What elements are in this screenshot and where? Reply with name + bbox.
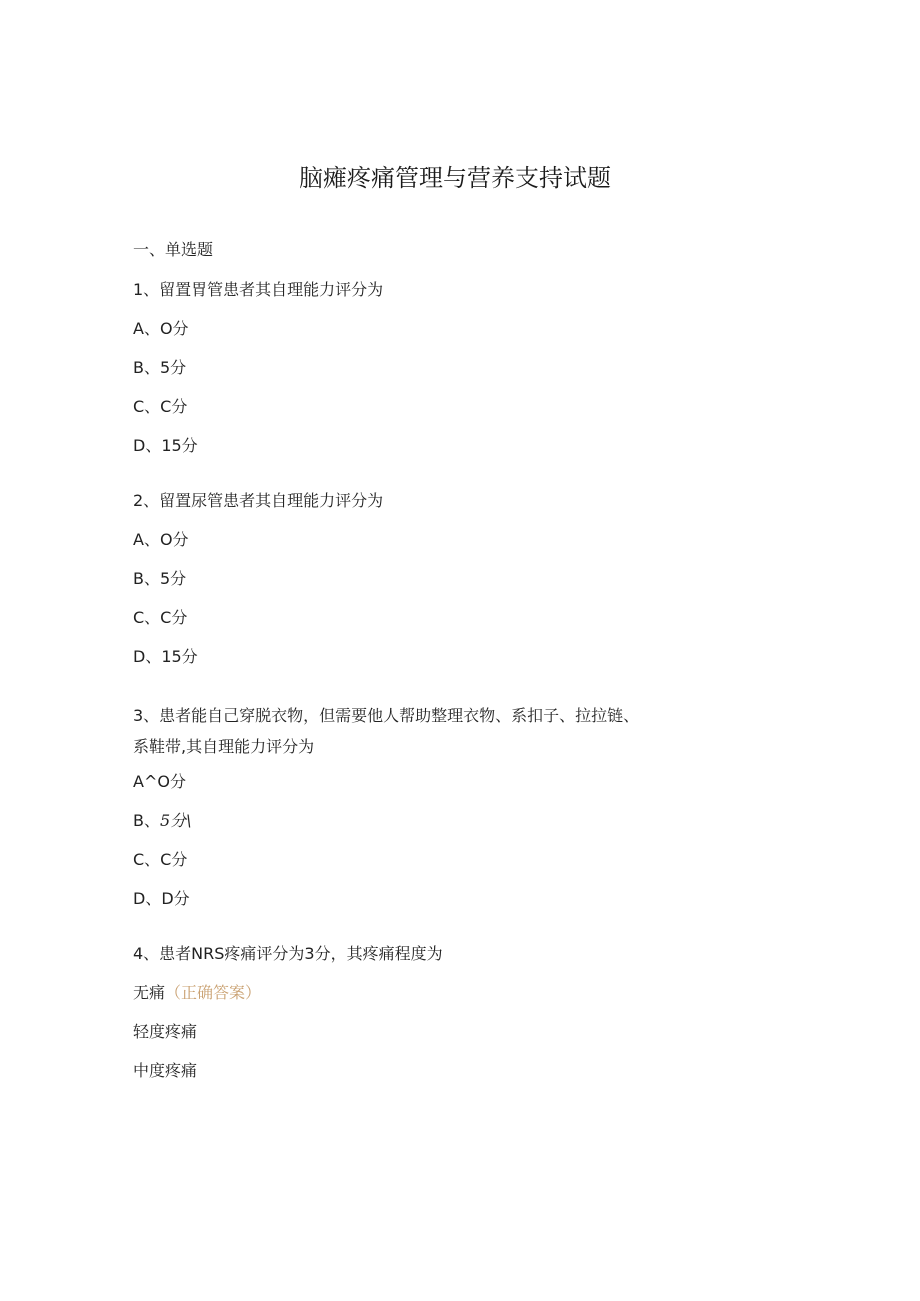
- question-text: 2、留置尿管患者其自理能力评分为: [133, 491, 384, 510]
- option-a: A、O分: [133, 530, 189, 549]
- option-c: C、C分: [133, 608, 188, 627]
- question-text: 4、患者NRS疼痛评分为3分，其疼痛程度为: [133, 944, 443, 963]
- option-d: D、15分: [133, 647, 198, 666]
- option-label: 无痛: [133, 983, 166, 1002]
- question-3: [133, 700, 673, 911]
- option-a: A^O分: [133, 772, 186, 791]
- question-text: 1、留置胃管患者其自理能力评分为: [133, 280, 384, 299]
- document-content: [133, 238, 673, 1114]
- option-b-label: B、: [133, 811, 160, 830]
- question-1: [133, 278, 673, 458]
- option-3: 中度疼痛: [133, 1061, 198, 1080]
- option-d: D、D分: [133, 889, 190, 908]
- option-b: [133, 809, 673, 833]
- correct-answer-tag: （正确答案）: [165, 983, 262, 1002]
- question-text: 3、患者能自己穿脱衣物，但需要他人帮助整理衣物、系扣子、拉拉链、系鞋带,其自理能力评分为: [133, 706, 640, 756]
- option-b: B、5分: [133, 569, 187, 588]
- option-a: A、O分: [133, 319, 189, 338]
- section-heading: 一、单选题: [133, 240, 214, 259]
- document-title: 脑瘫疼痛管理与营养支持试题: [299, 164, 611, 192]
- question-4: [133, 942, 673, 1083]
- option-c: C、C分: [133, 397, 188, 416]
- option-c: C、C分: [133, 850, 188, 869]
- option-1: [133, 981, 673, 1005]
- option-b-value: 5分\: [159, 811, 192, 830]
- question-2: [133, 489, 673, 669]
- option-b: B、5分: [133, 358, 187, 377]
- option-2: 轻度疼痛: [133, 1022, 198, 1041]
- option-d: D、15分: [133, 436, 198, 455]
